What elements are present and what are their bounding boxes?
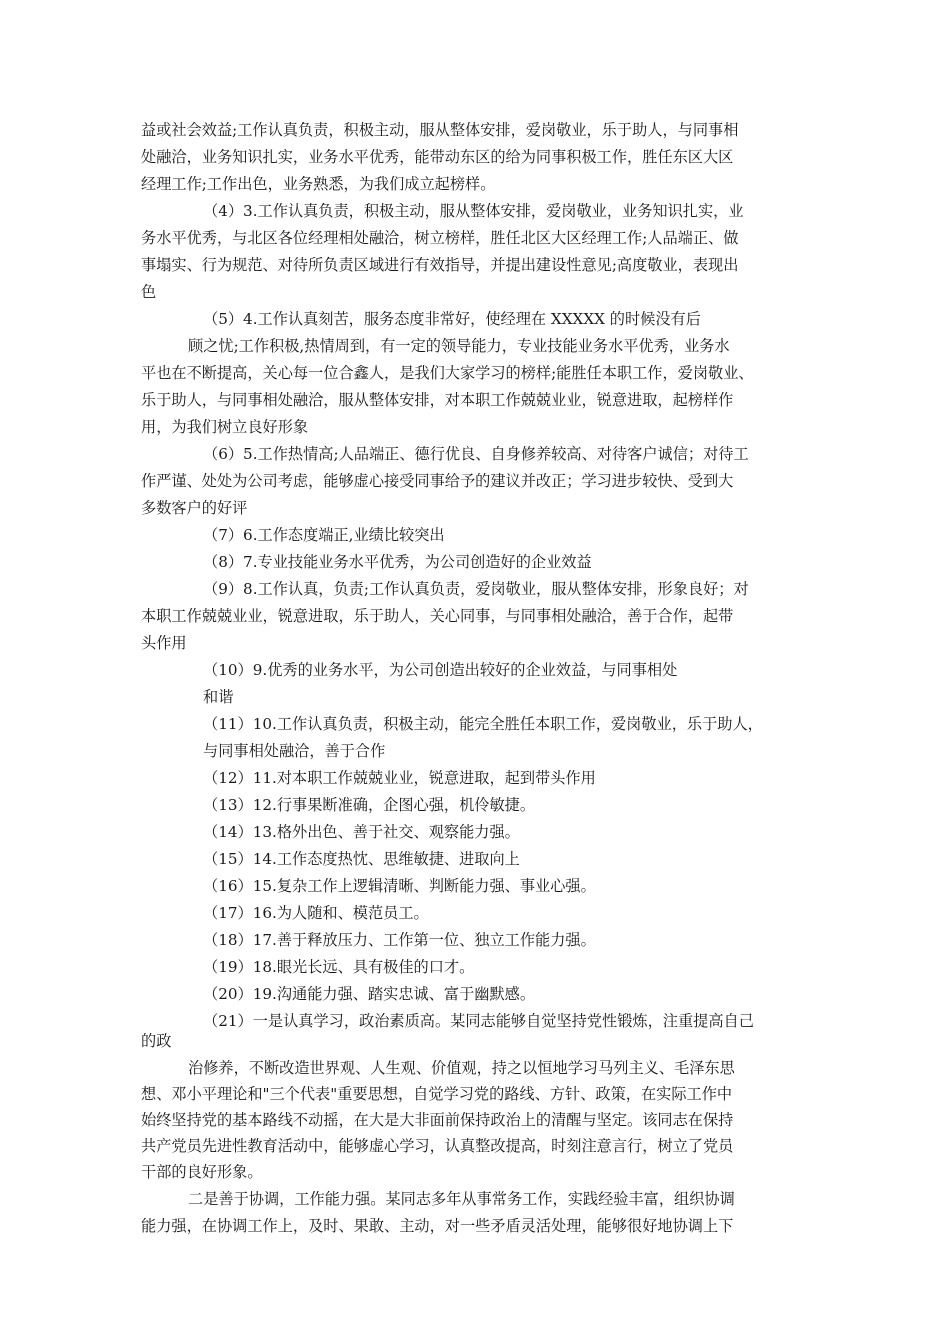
text-line: 和谐 [203, 688, 234, 706]
text-line: （19）18.眼光长远、具有极佳的口才。 [203, 958, 475, 976]
text-line: 平也在不断提高，关心每一位合鑫人，是我们大家学习的榜样;能胜任本职工作，爱岗敬业、 [141, 364, 754, 382]
text-line: （17）16.为人随和、模范员工。 [203, 904, 429, 922]
text-line: 用，为我们树立良好形象 [141, 418, 309, 436]
text-line: 始终坚持党的基本路线不动摇，在大是大非面前保持政治上的清醒与坚定。该同志在保持 [141, 1111, 734, 1129]
text-line: （12）11.对本职工作兢兢业业，锐意进取，起到带头作用 [203, 769, 596, 787]
text-line: （14）13.格外出色、善于社交、观察能力强。 [203, 823, 520, 841]
text-line: （13）12.行事果断准确，企图心强，机伶敏捷。 [203, 796, 536, 814]
text-line: （6）5.工作热情高;人品端正、德行优良、自身修养较高、对待客户诚信；对待工 [203, 445, 749, 463]
text-line: 经理工作;工作出色，业务熟悉，为我们成立起榜样。 [141, 175, 496, 193]
text-line: （9）8.工作认真，负责;工作认真负责，爱岗敬业，服从整体安排，形象良好；对 [203, 580, 749, 598]
text-line: 多数客户的好评 [141, 499, 248, 517]
text-line: （20）19.沟通能力强、踏实忠诚、富于幽默感。 [203, 985, 536, 1003]
text-line: 的政 [141, 1032, 172, 1050]
text-line: 顾之忧;工作积极,热情周到，有一定的领导能力，专业技能业务水平优秀，业务水 [188, 337, 730, 355]
text-line: 本职工作兢兢业业，锐意进取，乐于助人，关心同事，与同事相处融洽，善于合作，起带 [141, 607, 734, 625]
text-line: 治修养，不断改造世界观、人生观、价值观，持之以恒地学习马列主义、毛泽东思 [188, 1059, 735, 1077]
text-line: 色 [141, 283, 157, 301]
text-line: 乐于助人，与同事相处融洽，服从整体安排，对本职工作兢兢业业，锐意进取，起榜样作 [141, 391, 734, 409]
text-line: 共产党员先进性教育活动中，能够虚心学习，认真整改提高，时刻注意言行，树立了党员 [141, 1137, 734, 1155]
text-line: （15）14.工作态度热忱、思维敏捷、进取向上 [203, 850, 520, 868]
text-line: 能力强，在协调工作上，及时、果敢、主动，对一些矛盾灵活处理，能够很好地协调上下 [141, 1217, 734, 1235]
text-line: （7）6.工作态度端正,业绩比较突出 [203, 526, 445, 544]
text-line: 干部的良好形象。 [141, 1163, 263, 1181]
text-line: 头作用 [141, 634, 187, 652]
text-line: （16）15.复杂工作上逻辑清晰、判断能力强、事业心强。 [203, 877, 596, 895]
text-line: （8）7.专业技能业务水平优秀，为公司创造好的企业效益 [203, 553, 592, 571]
text-line: （11）10.工作认真负责，积极主动，能完全胜任本职工作，爱岗敬业，乐于助人， [203, 715, 763, 733]
text-line: 与同事相处融洽，善于合作 [203, 742, 386, 760]
text-line: 处融洽，业务知识扎实，业务水平优秀，能带动东区的给为同事积极工作，胜任东区大区 [141, 148, 734, 166]
text-line: （18）17.善于释放压力、工作第一位、独立工作能力强。 [203, 931, 596, 949]
text-line: 作严谨、处处为公司考虑，能够虚心接受同事给予的建议并改正；学习进步较快、受到大 [141, 472, 734, 490]
text-line: 想、邓小平理论和"三个代表"重要思想，自觉学习党的路线、方针、政策，在实际工作中 [141, 1085, 733, 1103]
text-line: 二是善于协调，工作能力强。某同志多年从事常务工作，实践经验丰富，组织协调 [188, 1190, 735, 1208]
text-line: 务水平优秀，与北区各位经理相处融洽，树立榜样，胜任北区大区经理工作;人品端正、做 [141, 229, 739, 247]
text-line: （5）4.工作认真刻苦，服务态度非常好，使经理在 XXXXX 的时候没有后 [203, 310, 701, 328]
text-line: 益或社会效益;工作认真负责，积极主动，服从整体安排，爱岗敬业，乐于助人，与同事相 [141, 121, 739, 139]
text-line: （10）9.优秀的业务水平，为公司创造出较好的企业效益，与同事相处 [203, 661, 678, 679]
text-line: （4）3.工作认真负责，积极主动，服从整体安排，爱岗敬业，业务知识扎实，业 [203, 202, 744, 220]
text-line: （21）一是认真学习，政治素质高。某同志能够自觉坚持党性锻炼，注重提高自己 [203, 1012, 754, 1030]
text-line: 事塌实、行为规范、对待所负责区域进行有效指导，并提出建设性意见;高度敬业，表现出 [141, 256, 739, 274]
